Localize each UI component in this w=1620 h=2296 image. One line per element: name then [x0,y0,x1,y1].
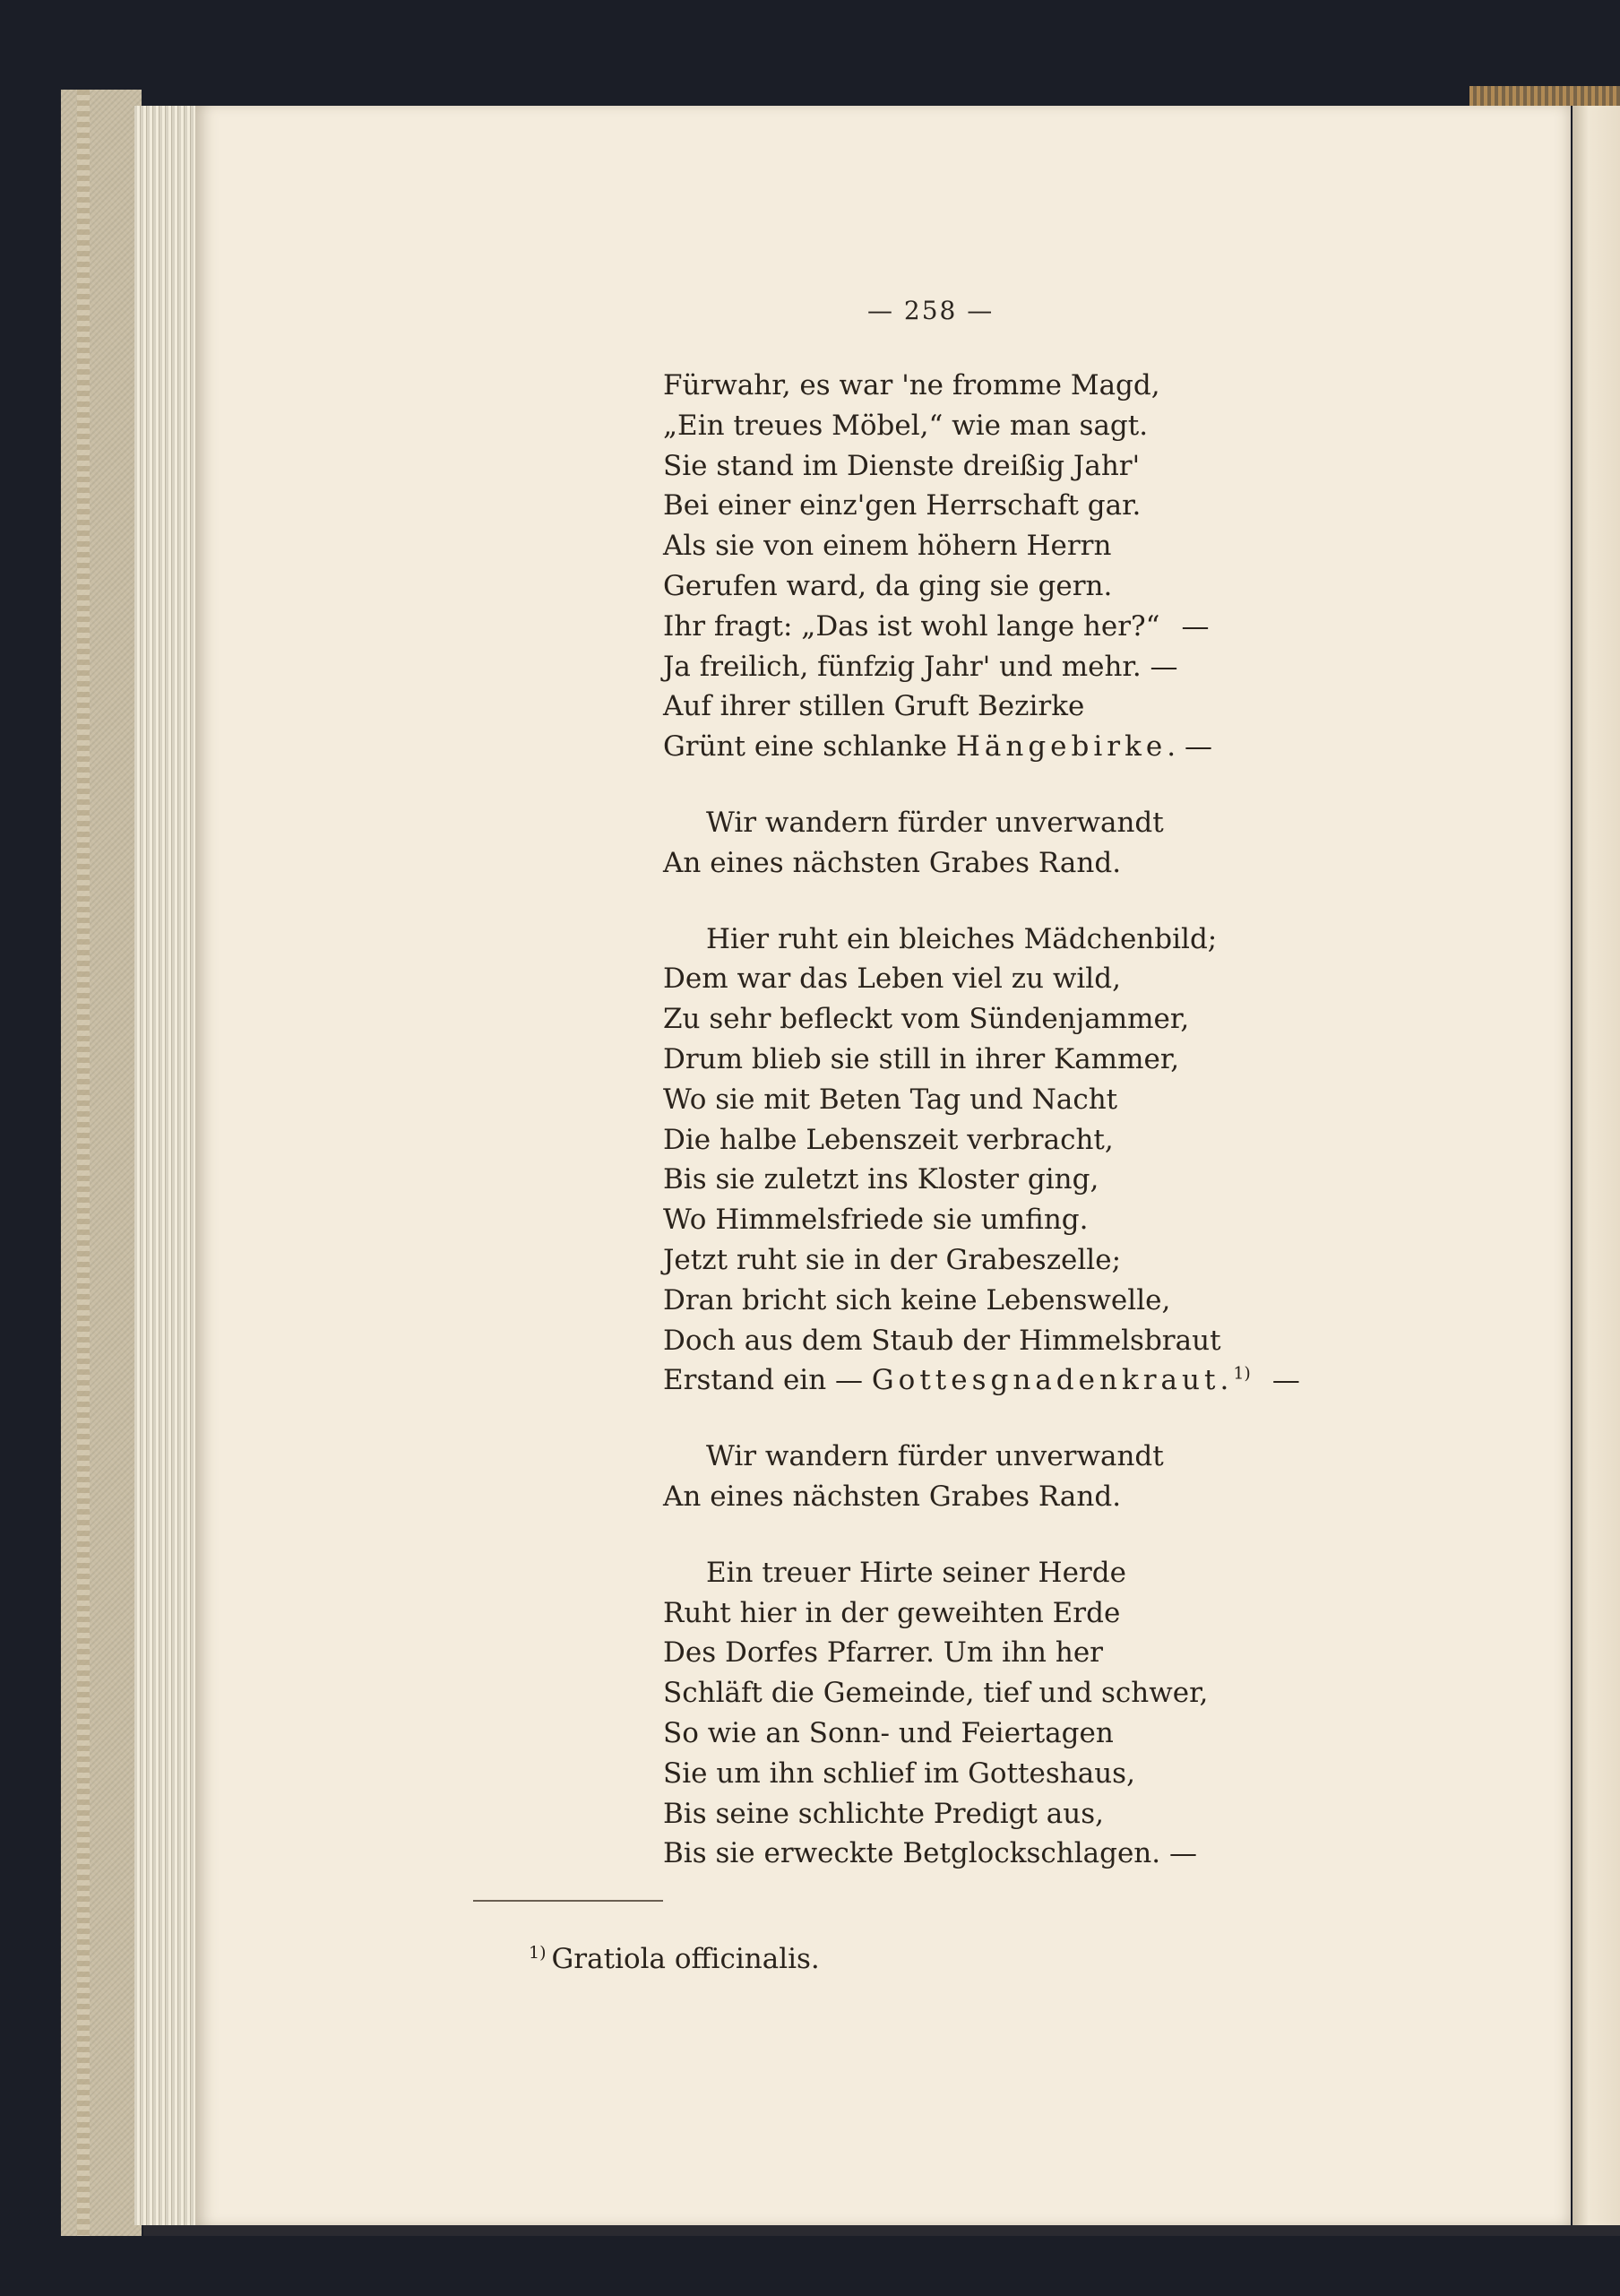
poem-line: Bis sie zuletzt ins Kloster ging, [663,1163,1099,1196]
poem-line-text: Ihr fragt: „Das ist wohl lange her?“ [663,609,1160,643]
refrain-line: Wir wandern fürder unverwandt [706,1440,1164,1473]
page-number: — 258 — [867,296,995,325]
poem-line: Jetzt ruht sie in der Grabeszelle; [663,1243,1122,1276]
poem-line: Sie um ihn schlief im Gotteshaus, [663,1757,1135,1790]
poem-line: Schläft die Gemeinde, tief und schwer, [663,1677,1209,1710]
spaced-word: Gottesgnadenkraut. [871,1364,1234,1397]
cover-spine-ornament [77,90,90,2236]
poem-line-end: . — [1167,730,1212,764]
spaced-word: Hängebirke [955,730,1168,764]
poem-line: Auf ihrer stillen Gruft Bezirke [663,690,1085,723]
stanza-gap [663,767,1300,803]
poem-line: Wo Himmelsfriede sie umfing. [663,1204,1089,1237]
refrain-line: An eines nächsten Grabes Rand. [663,1480,1122,1513]
poem-text [663,366,1300,1874]
poem-line: Die halbe Lebenszeit verbracht, [663,1123,1114,1156]
next-page-edge [1573,106,1620,2230]
poem-line: Bis seine schlichte Predigt aus, [663,1797,1104,1830]
poem-line: So wie an Sonn- und Feiertagen [663,1716,1114,1749]
poem-line: Sie stand im Dienste dreißig Jahr' [663,449,1141,482]
poem-line-dash: — [1271,1364,1300,1397]
poem-line: Dem war das Leben viel zu wild, [663,962,1121,996]
book-cover-left [61,90,142,2236]
poem-line: Ein treuer Hirte seiner Herde [706,1556,1126,1589]
poem-line: Des Dorfes Pfarrer. Um ihn her [663,1636,1104,1670]
poem-line: Bei einer einz'gen Herrschaft gar. [663,489,1142,522]
footnote-marker: 1) [1233,1364,1251,1384]
poem-line: „Ein treues Möbel,“ wie man sagt. [663,409,1149,442]
poem-line: Bis sie erweckte Betglockschlagen. — [663,1837,1197,1870]
poem-line-text: Erstand ein — [663,1364,872,1397]
poem-line: Wo sie mit Beten Tag und Nacht [663,1083,1118,1116]
poem-line: Hier ruht ein bleiches Mädchenbild; [706,922,1218,955]
page-edges [134,106,199,2225]
cover-bottom-edge [143,2225,1620,2236]
book-cover-top-right [1469,86,1620,106]
poem-line: Ruht hier in der geweihten Erde [663,1596,1121,1629]
stanza-gap [663,1517,1300,1553]
poem-line: Dran bricht sich keine Lebenswelle, [663,1283,1171,1316]
stanza-gap [663,1401,1300,1437]
footnote-text: Gratiola officinalis. [551,1943,820,1975]
poem-line-dash: — [1181,609,1210,643]
poem-line: Fürwahr, es war 'ne fromme Magd, [663,369,1160,401]
poem-line: Zu sehr befleckt vom Sündenjammer, [663,1003,1190,1036]
stanza-gap [663,884,1300,919]
poem-line-text: Grünt eine schlanke [663,730,956,764]
poem-line [663,1360,1300,1401]
footnote-rule [473,1900,663,1902]
poem-line [663,727,1300,767]
footnote-marker: 1) [529,1942,547,1963]
refrain-line: An eines nächsten Grabes Rand. [663,846,1122,879]
poem-line [663,607,1300,647]
poem-line: Gerufen ward, da ging sie gern. [663,569,1113,602]
poem-line: Doch aus dem Staub der Himmelsbraut [663,1324,1221,1357]
poem-line: Als sie von einem höhern Herrn [663,530,1112,563]
refrain-line: Wir wandern fürder unverwandt [706,806,1164,839]
poem-line: Ja freilich, fünfzig Jahr' und mehr. — [663,650,1178,683]
footnote [529,1943,820,1975]
poem-line: Drum blieb sie still in ihrer Kammer, [663,1042,1180,1075]
